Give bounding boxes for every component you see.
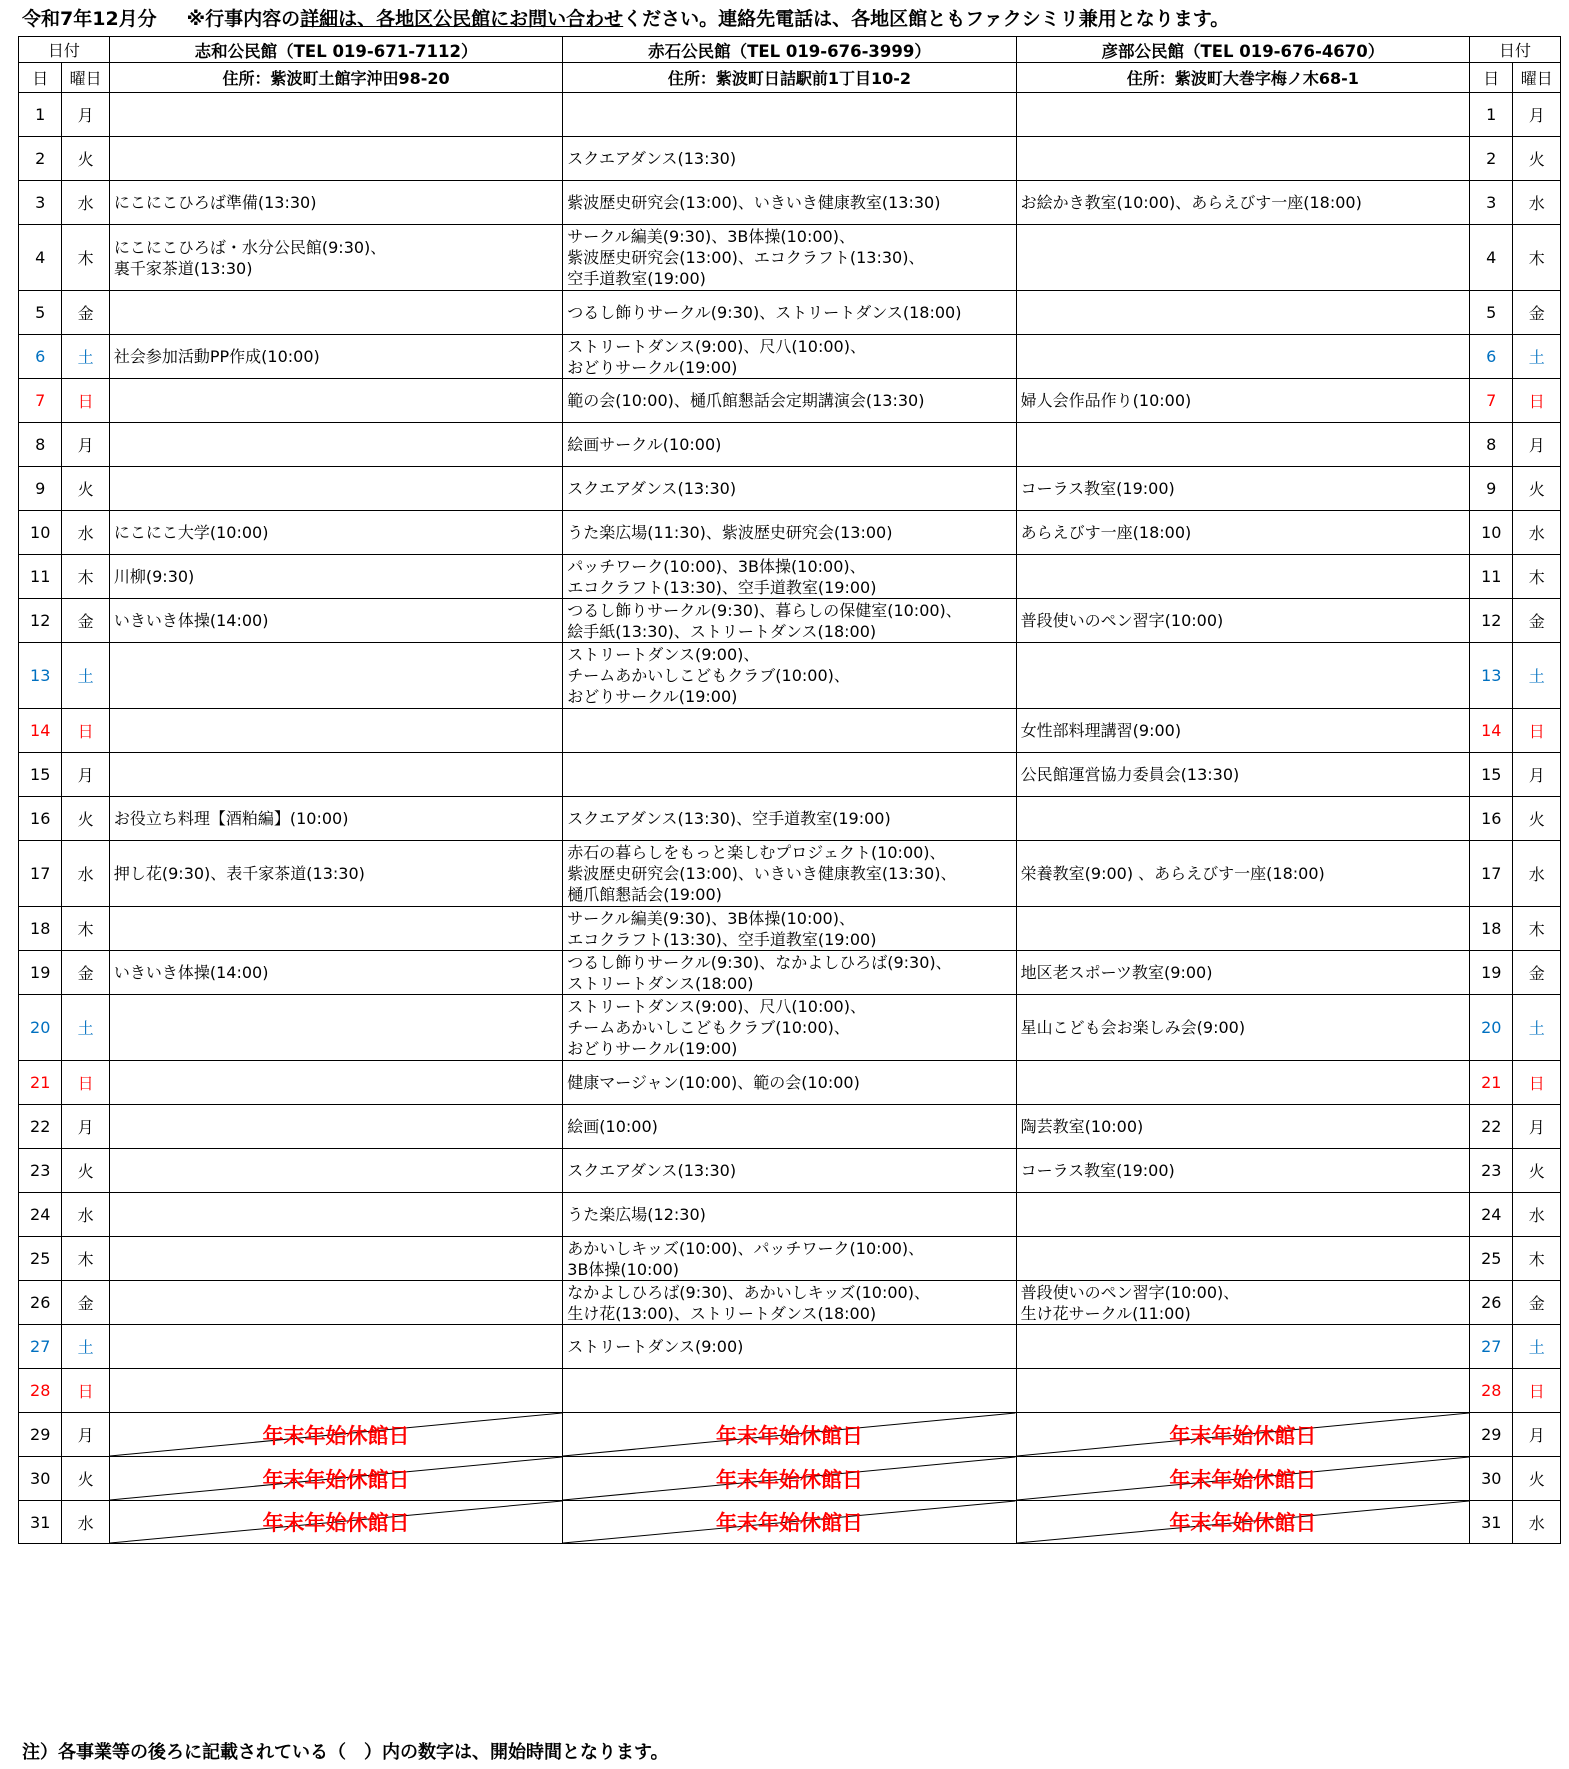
closed-cell-hikobe [1016,1501,1469,1544]
event-cell-shiwa [109,137,562,181]
weekday: 月 [62,93,109,137]
event-cell-akaishi: ストリートダンス(9:00)、尺八(10:00)、 おどりサークル(19:00) [563,335,1016,379]
day-number: 15 [19,753,62,797]
event-cell-akaishi [563,93,1016,137]
day-number: 24 [19,1193,62,1237]
day-number: 23 [1470,1149,1513,1193]
event-cell-akaishi: サークル編美(9:30)、3B体操(10:00)、 紫波歴史研究会(13:00)、エコクラフト(13:30)、 空手道教室(19:00) [563,225,1016,291]
table-row [19,1457,1561,1501]
table-row [19,1369,1561,1413]
date-header-left: 日付 [19,37,110,63]
event-cell-shiwa: 川柳(9:30) [109,555,562,599]
table-row [19,709,1561,753]
weekday: 月 [62,753,109,797]
closed-cell-shiwa [109,1413,562,1457]
day-number: 16 [1470,797,1513,841]
table-row [19,379,1561,423]
weekday-label-right: 曜日 [1513,63,1561,93]
weekday: 木 [62,1237,109,1281]
weekday: 土 [1513,1325,1561,1369]
day-number: 17 [1470,841,1513,907]
event-cell-akaishi: ストリートダンス(9:00) [563,1325,1016,1369]
day-number: 26 [1470,1281,1513,1325]
table-row [19,225,1561,291]
weekday: 金 [62,951,109,995]
day-number: 30 [19,1457,62,1501]
event-cell-shiwa [109,995,562,1061]
weekday: 火 [62,797,109,841]
day-number: 12 [1470,599,1513,643]
schedule-table [18,36,1561,1544]
weekday: 木 [1513,1237,1561,1281]
weekday: 月 [62,423,109,467]
title-notice-1: ※行事内容の [186,8,301,30]
table-row [19,907,1561,951]
event-cell-hikobe: 普段使いのペン習字(10:00) [1016,599,1469,643]
weekday: 日 [62,1369,109,1413]
weekday: 水 [62,841,109,907]
weekday: 火 [1513,467,1561,511]
event-cell-akaishi: 紫波歴史研究会(13:00)、いきいき健康教室(13:30) [563,181,1016,225]
table-row [19,951,1561,995]
day-number: 7 [19,379,62,423]
day-number: 17 [19,841,62,907]
hall-address-hikobe: 住所：紫波町大巻字梅ノ木68-1 [1016,63,1469,93]
hall-header-shiwa: 志和公民館（TEL 019-671-7112） [109,37,562,63]
day-label-right: 日 [1470,63,1513,93]
event-cell-shiwa [109,1149,562,1193]
table-row [19,1281,1561,1325]
weekday: 土 [1513,995,1561,1061]
day-number: 6 [19,335,62,379]
weekday: 日 [1513,1061,1561,1105]
hall-address-shiwa: 住所：紫波町土館字沖田98-20 [109,63,562,93]
table-row [19,291,1561,335]
event-cell-shiwa [109,1281,562,1325]
day-number: 10 [1470,511,1513,555]
event-cell-akaishi: スクエアダンス(13:30) [563,467,1016,511]
event-cell-shiwa: いきいき体操(14:00) [109,599,562,643]
table-row [19,93,1561,137]
weekday: 日 [62,379,109,423]
day-number: 3 [19,181,62,225]
closed-label: 年末年始休館日 [715,1511,863,1535]
event-cell-akaishi: あかいしキッズ(10:00)、パッチワーク(10:00)、 3B体操(10:00) [563,1237,1016,1281]
weekday: 月 [1513,753,1561,797]
closed-label: 年末年始休館日 [715,1423,863,1448]
day-number: 4 [1470,225,1513,291]
table-row [19,1325,1561,1369]
title-notice-underlined: 詳細は、各地区公民館にお問い合わせ [300,8,624,30]
date-header-right: 日付 [1470,37,1561,63]
day-label-left: 日 [19,63,62,93]
event-cell-akaishi: サークル編美(9:30)、3B体操(10:00)、 エコクラフト(13:30)、空手道教室(19:00) [563,907,1016,951]
event-cell-shiwa [109,1237,562,1281]
event-cell-shiwa: お役立ち料理【酒粕編】(10:00) [109,797,562,841]
event-cell-hikobe [1016,137,1469,181]
weekday: 火 [62,137,109,181]
day-number: 13 [19,643,62,709]
weekday: 金 [62,599,109,643]
weekday: 金 [62,291,109,335]
weekday: 水 [62,1501,109,1544]
day-number: 2 [1470,137,1513,181]
weekday: 土 [62,335,109,379]
event-cell-hikobe: 普段使いのペン習字(10:00)、 生け花サークル(11:00) [1016,1281,1469,1325]
weekday: 月 [62,1105,109,1149]
event-cell-hikobe: 星山こども会お楽しみ会(9:00) [1016,995,1469,1061]
event-cell-hikobe [1016,1061,1469,1105]
event-cell-hikobe [1016,907,1469,951]
weekday: 火 [62,1149,109,1193]
weekday: 水 [62,511,109,555]
weekday: 水 [1513,841,1561,907]
table-row [19,643,1561,709]
table-row [19,753,1561,797]
day-number: 22 [19,1105,62,1149]
day-number: 9 [1470,467,1513,511]
day-number: 5 [1470,291,1513,335]
weekday: 木 [1513,555,1561,599]
event-cell-akaishi [563,709,1016,753]
event-cell-hikobe [1016,555,1469,599]
day-number: 13 [1470,643,1513,709]
table-row [19,467,1561,511]
weekday: 火 [62,467,109,511]
weekday: 火 [62,1457,109,1501]
event-cell-akaishi: ストリートダンス(9:00)、 チームあかいしこどもクラブ(10:00)、 おどりサークル(19:00) [563,643,1016,709]
day-number: 25 [1470,1237,1513,1281]
weekday: 火 [1513,797,1561,841]
closed-label: 年末年始休館日 [1169,1423,1317,1448]
weekday: 火 [1513,1457,1561,1501]
closed-cell-hikobe [1016,1457,1469,1501]
event-cell-akaishi: つるし飾りサークル(9:30)、暮らしの保健室(10:00)、 絵手紙(13:30)、ストリートダンス(18:00) [563,599,1016,643]
closed-cell-hikobe [1016,1413,1469,1457]
event-cell-hikobe: コーラス教室(19:00) [1016,1149,1469,1193]
event-cell-akaishi: 赤石の暮らしをもっと楽しむプロジェクト(10:00)、 紫波歴史研究会(13:00)、いきいき健康教室(13:30)、 樋爪館懇話会(19:00) [563,841,1016,907]
event-cell-akaishi [563,1369,1016,1413]
table-row [19,599,1561,643]
title-notice-2: ください。連絡先電話は、各地区館ともファクシミリ兼用となります。 [623,8,1230,30]
weekday: 土 [62,995,109,1061]
event-cell-akaishi [563,753,1016,797]
event-cell-akaishi: うた楽広場(11:30)、紫波歴史研究会(13:00) [563,511,1016,555]
closed-label: 年末年始休館日 [262,1467,410,1492]
weekday: 日 [1513,1369,1561,1413]
event-cell-shiwa: 押し花(9:30)、表千家茶道(13:30) [109,841,562,907]
event-cell-shiwa [109,1193,562,1237]
event-cell-shiwa: いきいき体操(14:00) [109,951,562,995]
weekday: 水 [1513,1193,1561,1237]
day-number: 28 [19,1369,62,1413]
day-number: 14 [1470,709,1513,753]
day-number: 1 [19,93,62,137]
event-cell-akaishi: パッチワーク(10:00)、3B体操(10:00)、 エコクラフト(13:30)、空手道教室(19:00) [563,555,1016,599]
day-number: 20 [19,995,62,1061]
weekday: 水 [1513,181,1561,225]
event-cell-akaishi: スクエアダンス(13:30)、空手道教室(19:00) [563,797,1016,841]
weekday: 日 [62,709,109,753]
event-cell-shiwa [109,1061,562,1105]
closed-cell-shiwa [109,1457,562,1501]
day-number: 24 [1470,1193,1513,1237]
day-number: 21 [1470,1061,1513,1105]
day-number: 18 [1470,907,1513,951]
event-cell-akaishi: ストリートダンス(9:00)、尺八(10:00)、 チームあかいしこどもクラブ(10:00)、 おどりサークル(19:00) [563,995,1016,1061]
table-row [19,1193,1561,1237]
page-title [22,6,1229,32]
event-cell-shiwa [109,753,562,797]
event-cell-hikobe [1016,423,1469,467]
weekday: 金 [62,1281,109,1325]
table-row [19,555,1561,599]
weekday: 金 [1513,599,1561,643]
day-number: 4 [19,225,62,291]
event-cell-hikobe: 公民館運営協力委員会(13:30) [1016,753,1469,797]
day-number: 21 [19,1061,62,1105]
weekday: 日 [62,1061,109,1105]
event-cell-shiwa: にこにこひろば・水分公民館(9:30)、 裏千家茶道(13:30) [109,225,562,291]
day-number: 9 [19,467,62,511]
weekday: 水 [62,181,109,225]
day-number: 14 [19,709,62,753]
hall-address-akaishi: 住所：紫波町日詰駅前1丁目10-2 [563,63,1016,93]
day-number: 8 [19,423,62,467]
day-number: 23 [19,1149,62,1193]
closed-cell-akaishi [563,1501,1016,1544]
weekday: 日 [1513,379,1561,423]
table-row [19,181,1561,225]
event-cell-shiwa [109,291,562,335]
weekday: 木 [62,225,109,291]
day-number: 15 [1470,753,1513,797]
event-cell-shiwa [109,93,562,137]
event-cell-akaishi: 範の会(10:00)、樋爪館懇話会定期講演会(13:30) [563,379,1016,423]
closed-label: 年末年始休館日 [1169,1511,1317,1535]
event-cell-hikobe: 栄養教室(9:00) 、あらえびす一座(18:00) [1016,841,1469,907]
event-cell-hikobe [1016,291,1469,335]
closed-cell-akaishi [563,1457,1016,1501]
event-cell-shiwa [109,423,562,467]
table-row [19,1105,1561,1149]
day-number: 19 [19,951,62,995]
event-cell-akaishi: つるし飾りサークル(9:30)、ストリートダンス(18:00) [563,291,1016,335]
weekday: 水 [1513,511,1561,555]
day-number: 6 [1470,335,1513,379]
event-cell-shiwa [109,1369,562,1413]
table-row [19,797,1561,841]
event-cell-shiwa [109,1105,562,1149]
event-cell-hikobe: 地区老スポーツ教室(9:00) [1016,951,1469,995]
event-cell-hikobe: お絵かき教室(10:00)、あらえびす一座(18:00) [1016,181,1469,225]
day-number: 7 [1470,379,1513,423]
weekday: 木 [1513,907,1561,951]
weekday: 月 [1513,423,1561,467]
day-number: 16 [19,797,62,841]
weekday: 土 [1513,335,1561,379]
event-cell-akaishi: 絵画(10:00) [563,1105,1016,1149]
day-number: 3 [1470,181,1513,225]
event-cell-shiwa: にこにこ大学(10:00) [109,511,562,555]
event-cell-shiwa [109,1325,562,1369]
closed-label: 年末年始休館日 [715,1467,863,1492]
event-cell-hikobe [1016,335,1469,379]
weekday: 月 [1513,1413,1561,1457]
table-row [19,841,1561,907]
day-number: 8 [1470,423,1513,467]
weekday: 火 [1513,137,1561,181]
event-cell-akaishi: うた楽広場(12:30) [563,1193,1016,1237]
event-cell-akaishi: スクエアダンス(13:30) [563,1149,1016,1193]
event-cell-akaishi: つるし飾りサークル(9:30)、なかよしひろば(9:30)、 ストリートダンス(18:00) [563,951,1016,995]
closed-label: 年末年始休館日 [262,1511,410,1535]
weekday: 木 [1513,225,1561,291]
event-cell-hikobe [1016,1237,1469,1281]
table-row [19,511,1561,555]
closed-cell-shiwa [109,1501,562,1544]
day-number: 31 [19,1501,62,1544]
event-cell-akaishi: 絵画サークル(10:00) [563,423,1016,467]
day-number: 26 [19,1281,62,1325]
event-cell-akaishi: なかよしひろば(9:30)、あかいしキッズ(10:00)、 生け花(13:00)、ストリートダンス(18:00) [563,1281,1016,1325]
event-cell-hikobe: コーラス教室(19:00) [1016,467,1469,511]
table-row [19,335,1561,379]
weekday: 木 [62,555,109,599]
event-cell-hikobe [1016,643,1469,709]
event-cell-shiwa: 社会参加活動PP作成(10:00) [109,335,562,379]
event-cell-shiwa [109,907,562,951]
weekday: 月 [1513,1105,1561,1149]
day-number: 2 [19,137,62,181]
event-cell-hikobe [1016,93,1469,137]
table-row [19,137,1561,181]
weekday: 水 [62,1193,109,1237]
event-cell-shiwa [109,709,562,753]
weekday: 金 [1513,951,1561,995]
day-number: 29 [1470,1413,1513,1457]
event-cell-shiwa: にこにこひろば準備(13:30) [109,181,562,225]
day-number: 27 [19,1325,62,1369]
weekday: 月 [1513,93,1561,137]
day-number: 20 [1470,995,1513,1061]
day-number: 29 [19,1413,62,1457]
weekday: 土 [62,643,109,709]
closed-label: 年末年始休館日 [1169,1467,1317,1492]
event-cell-shiwa [109,643,562,709]
event-cell-hikobe: 女性部料理講習(9:00) [1016,709,1469,753]
weekday: 水 [1513,1501,1561,1544]
event-cell-akaishi: スクエアダンス(13:30) [563,137,1016,181]
table-row [19,1149,1561,1193]
day-number: 11 [1470,555,1513,599]
event-cell-hikobe: 陶芸教室(10:00) [1016,1105,1469,1149]
day-number: 31 [1470,1501,1513,1544]
weekday: 木 [62,907,109,951]
event-cell-hikobe: あらえびす一座(18:00) [1016,511,1469,555]
day-number: 5 [19,291,62,335]
table-row [19,995,1561,1061]
closed-cell-akaishi [563,1413,1016,1457]
day-number: 19 [1470,951,1513,995]
table-row [19,1061,1561,1105]
weekday: 日 [1513,709,1561,753]
table-row [19,1501,1561,1544]
title-month: 令和7年12月分 [22,8,157,30]
footnote: 注）各事業等の後ろに記載されている（ ）内の数字は、開始時間となります。 [22,1742,669,1763]
weekday: 土 [62,1325,109,1369]
day-number: 11 [19,555,62,599]
weekday: 土 [1513,643,1561,709]
day-number: 30 [1470,1457,1513,1501]
weekday-label-left: 曜日 [62,63,109,93]
event-cell-hikobe [1016,1193,1469,1237]
event-cell-hikobe: 婦人会作品作り(10:00) [1016,379,1469,423]
table-row [19,1237,1561,1281]
day-number: 12 [19,599,62,643]
table-row [19,1413,1561,1457]
weekday: 金 [1513,291,1561,335]
weekday: 月 [62,1413,109,1457]
day-number: 10 [19,511,62,555]
table-row [19,423,1561,467]
event-cell-hikobe [1016,797,1469,841]
day-number: 27 [1470,1325,1513,1369]
closed-label: 年末年始休館日 [262,1423,410,1448]
weekday: 金 [1513,1281,1561,1325]
weekday: 火 [1513,1149,1561,1193]
day-number: 28 [1470,1369,1513,1413]
hall-header-hikobe: 彦部公民館（TEL 019-676-4670） [1016,37,1469,63]
event-cell-shiwa [109,379,562,423]
event-cell-akaishi: 健康マージャン(10:00)、範の会(10:00) [563,1061,1016,1105]
day-number: 22 [1470,1105,1513,1149]
event-cell-hikobe [1016,225,1469,291]
hall-header-akaishi: 赤石公民館（TEL 019-676-3999） [563,37,1016,63]
event-cell-shiwa [109,467,562,511]
event-cell-hikobe [1016,1325,1469,1369]
day-number: 1 [1470,93,1513,137]
event-cell-hikobe [1016,1369,1469,1413]
day-number: 25 [19,1237,62,1281]
day-number: 18 [19,907,62,951]
